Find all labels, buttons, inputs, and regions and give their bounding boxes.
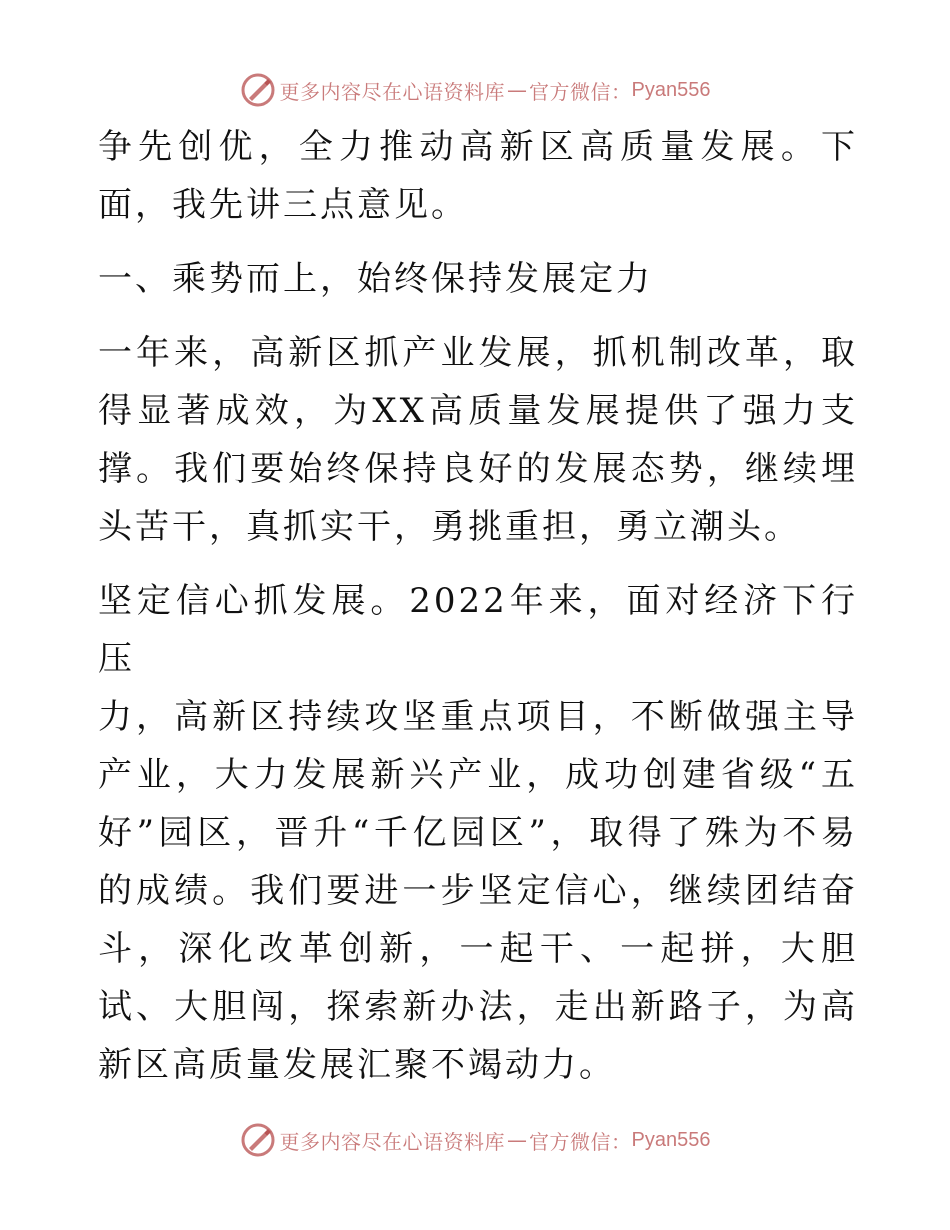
watermark-official: 官方微信：: [529, 1129, 632, 1154]
watermark-account: Pyan556: [631, 78, 711, 101]
paragraph-intro: 争先创优，全力推动高新区高质量发展。下面，我先讲三点意见。: [98, 127, 858, 225]
watermark-text: 更多内容尽在心语资料库: [279, 1129, 506, 1154]
paragraph-confidence-line1: 坚定信心抓发展。2022年来，面对经济下行压: [98, 581, 858, 679]
paragraph-overview: 一年来，高新区抓产业发展，抓机制改革，取得显著成效，为XX高质量发展提供了强力支撑。我们要始终保持良好的发展态势，继续埋头苦干，真抓实干，勇挑重担，勇立潮头。: [98, 333, 858, 547]
watermark-separator: —: [507, 78, 528, 102]
header-watermark: [0, 70, 950, 110]
pen-logo-icon: [240, 72, 276, 108]
footer-watermark: [0, 1120, 950, 1160]
pen-logo-icon: [240, 1122, 276, 1158]
paragraph-confidence: 力，高新区持续攻坚重点项目，不断做强主导产业，大力发展新兴产业，成功创建省级“五好”园区，晋升“千亿园区”，取得了殊为不易的成绩。我们要进一步坚定信心，继续团结奋斗，深化改革创新，一起干、一起拼，大胆试、大胆闯，探索新办法，走出新路子，为高新区高质量发展汇聚不竭动力。: [98, 697, 858, 1085]
document-body: [98, 118, 858, 1094]
section-heading: 一、乘势而上，始终保持发展定力: [98, 259, 653, 299]
watermark-separator: —: [507, 1128, 528, 1152]
watermark-official: 官方微信：: [529, 79, 632, 104]
watermark-account: Pyan556: [631, 1128, 711, 1151]
watermark-text: 更多内容尽在心语资料库: [279, 79, 506, 104]
